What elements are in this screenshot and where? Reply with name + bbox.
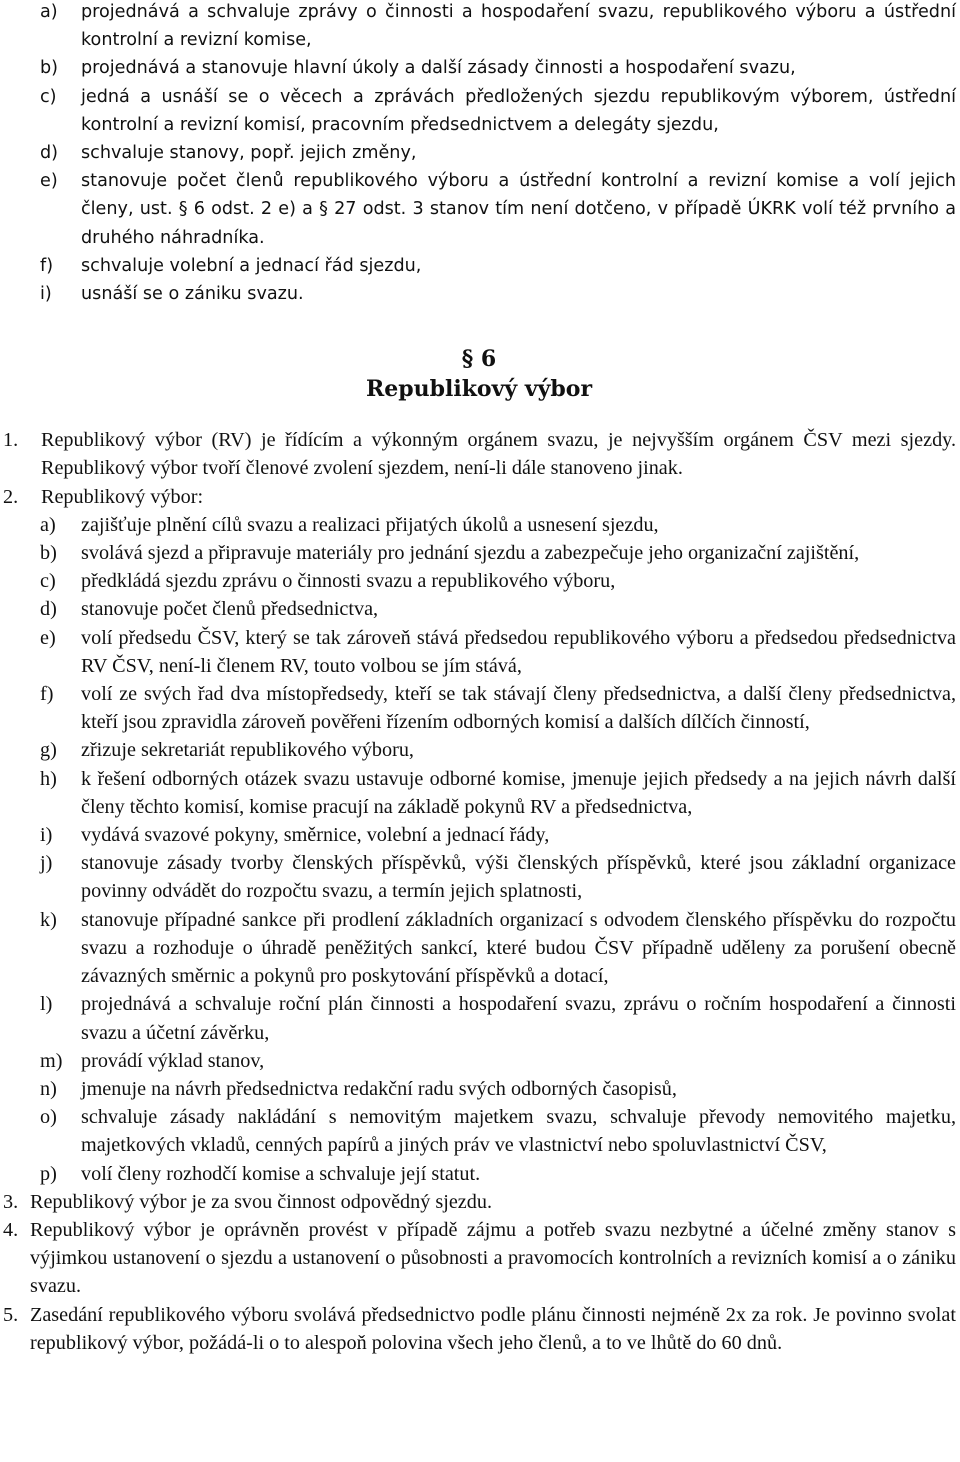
list-item-label: g) — [40, 739, 57, 762]
list-item-label: k) — [40, 908, 57, 931]
list-item — [40, 680, 956, 736]
paragraph-number: 2. — [3, 485, 19, 508]
list-item — [40, 990, 956, 1046]
list-item — [40, 595, 956, 623]
list-item — [40, 54, 956, 82]
numbered-paragraph — [3, 1216, 956, 1301]
list-item-text: volí ze svých řad dva místopředsedy, kteří se tak stávají členy předsednictva, a další členy předsednictva, kteří jsou zpravidla zároveň pověřeni řízením odborných komisí a dalších dílčích činností, — [81, 683, 956, 734]
list-item-label: a) — [40, 513, 56, 536]
list-item — [40, 567, 956, 595]
list-item — [40, 736, 956, 764]
numbered-paragraph — [3, 1188, 956, 1216]
list-item-label: b) — [40, 542, 57, 565]
list-item-label: e) — [40, 171, 58, 192]
list-item-label: m) — [40, 1049, 63, 1072]
list-item — [40, 252, 956, 280]
list-item — [40, 83, 956, 139]
list-item — [40, 280, 956, 308]
list-item-text: stanovuje případné sankce při prodlení základních organizací s odvodem členského příspěvku do rozpočtu svazu a rozhoduje o úhradě peněžitých sankcí, které budou ČSV případně uděleny za porušení obecně závazných směrnic a pokynů pro poskytování příspěvků a dotací, — [81, 908, 956, 988]
list-item-text: provádí výklad stanov, — [81, 1049, 265, 1072]
list-item — [40, 1103, 956, 1159]
list-item — [40, 906, 956, 991]
list-item-label: a) — [40, 2, 58, 22]
list-item-label: e) — [40, 626, 56, 649]
list-item-text: zajišťuje plnění cílů svazu a realizaci přijatých úkolů a usnesení sjezdu, — [81, 513, 659, 536]
section-heading — [0, 344, 958, 404]
list-item-label: d) — [40, 143, 59, 164]
closing-paragraphs — [0, 1188, 958, 1357]
list-item-text: projednává a stanovuje hlavní úkoly a další zásady činnosti a hospodaření svazu, — [81, 58, 796, 79]
list-item-label: o) — [40, 1106, 57, 1129]
list-item-text: volí členy rozhodčí komise a schvaluje její statut. — [81, 1162, 481, 1185]
list-item-text: volí předsedu ČSV, který se tak zároveň stává předsedou republikového výboru a předsedou předsednictva RV ČSV, není-li členem RV, touto volbou se jím stává, — [81, 626, 956, 677]
list-item-text: stanovuje zásady tvorby členských příspěvků, výši členských příspěvků, které jsou základní organizace povinny odvádět do rozpočtu svazu, a termín jejich splatnosti, — [81, 852, 956, 903]
section-title: Republikový výbor — [365, 376, 593, 403]
numbered-paragraph — [3, 483, 956, 511]
paragraph-text: Republikový výbor je oprávněn provést v případě zájmu a potřeb svazu nezbytné a účelné změny stanov s výjimkou ustanovení o sjezdu a ustanovení o působnosti a pravomocích kontrolních a revizních komisí a o zániku svazu. — [30, 1218, 956, 1298]
paragraph-text: Republikový výbor: — [41, 485, 204, 508]
list-item-text: jmenuje na návrh předsednictva redakční radu svých odborných časopisů, — [81, 1077, 677, 1100]
list-item-label: j) — [40, 852, 53, 875]
list-item — [40, 1047, 956, 1075]
numbered-paragraph — [3, 1301, 956, 1357]
paragraph-number: 5. — [3, 1303, 19, 1326]
paragraph-number: 1. — [3, 429, 19, 452]
list-item-label: l) — [40, 993, 53, 1016]
list-item-text: stanovuje počet členů předsednictva, — [81, 598, 379, 621]
rv-duties-list — [0, 511, 958, 1188]
list-item — [40, 511, 956, 539]
list-item-label: f) — [40, 683, 54, 706]
list-item-text: usnáší se o zániku svazu. — [81, 284, 304, 305]
list-item-text: zřizuje sekretariát republikového výboru, — [81, 739, 414, 762]
list-item — [40, 539, 956, 567]
list-item-text: projednává a schvaluje zprávy o činnosti a hospodaření svazu, republikového výboru a ústřední kontrolní a revizní komise, — [81, 2, 956, 51]
list-item-label: p) — [40, 1162, 57, 1185]
numbered-paragraph — [3, 426, 956, 482]
list-item-label: d) — [40, 598, 57, 621]
list-item — [40, 1075, 956, 1103]
list-item-text: k řešení odborných otázek svazu ustavuje odborné komise, jmenuje jejich předsedy a na jejich návrh další členy těchto komisí, komise pracují na základě pokynů RV a předsednictva, — [81, 767, 956, 818]
list-item-text: schvaluje stanovy, popř. jejich změny, — [81, 143, 417, 164]
list-item-label: i) — [40, 284, 52, 305]
list-item — [40, 139, 956, 167]
list-item-text: vydává svazové pokyny, směrnice, volební a jednací řády, — [81, 824, 550, 847]
paragraph-text: Zasedání republikového výboru svolává předsednictvo podle plánu činnosti nejméně 2x za rok. Je povinno svolat republikový výbor, požádá-li o to alespoň polovina všech jeho členů, a to ve lhůtě do 60 dnů. — [30, 1303, 956, 1354]
section-number: § 6 — [461, 346, 497, 373]
paragraph-number: 3. — [3, 1190, 19, 1213]
paragraph-text: Republikový výbor (RV) je řídícím a výkonným orgánem svazu, je nejvyšším orgánem ČSV mezi sjezdy. Republikový výbor tvoří členové zvolení sjezdem, není-li dále stanoveno jinak. — [41, 429, 956, 480]
list-item-label: h) — [40, 767, 57, 790]
list-item-text: stanovuje počet členů republikového výboru a ústřední kontrolní a revizní komise a volí jejich členy, ust. § 6 odst. 2 e) a § 27 odst. 3 stanov tím není dotčeno, v případě ÚKRK volí též prvního a druhého náhradníka. — [81, 171, 956, 248]
list-item — [40, 624, 956, 680]
paragraph-text: Republikový výbor je za svou činnost odpovědný sjezdu. — [30, 1190, 492, 1213]
list-item — [40, 0, 956, 54]
list-item-label: c) — [40, 86, 57, 107]
list-item-text: projednává a schvaluje roční plán činnosti a hospodaření svazu, zprávu o ročním hospodaření a činnosti svazu a účetní závěrku, — [81, 993, 956, 1044]
list-item-label: i) — [40, 824, 53, 847]
list-item-label: b) — [40, 58, 59, 79]
list-item-label: n) — [40, 1077, 57, 1100]
list-item-label: c) — [40, 570, 56, 593]
list-item-text: schvaluje volební a jednací řád sjezdu, — [81, 255, 422, 276]
paragraph-number: 4. — [3, 1218, 19, 1241]
list-item — [40, 765, 956, 821]
list-item — [40, 167, 956, 252]
sjezd-powers-list — [0, 0, 958, 308]
list-item-text: svolává sjezd a připravuje materiály pro jednání sjezdu a zabezpečuje jeho organizační zajištění, — [81, 542, 860, 565]
list-item-text: schvaluje zásady nakládání s nemovitým majetkem svazu, schvaluje převody nemovitého majetku, majetkových vkladů, cenných papírů a jiných práv ve vlastnictví nebo spoluvlastnictví ČSV, — [81, 1106, 956, 1157]
section-body — [0, 426, 958, 1357]
list-item — [40, 849, 956, 905]
list-item-label: f) — [40, 255, 54, 276]
list-item-text: předkládá sjezdu zprávu o činnosti svazu a republikového výboru, — [81, 570, 616, 593]
list-item — [40, 821, 956, 849]
list-item — [40, 1160, 956, 1188]
list-item-text: jedná a usnáší se o věcech a zprávách předložených sjezdu republikovým výborem, ústřední kontrolní a revizní komisí, pracovním předsednictvem a delegáty sjezdu, — [81, 86, 956, 135]
